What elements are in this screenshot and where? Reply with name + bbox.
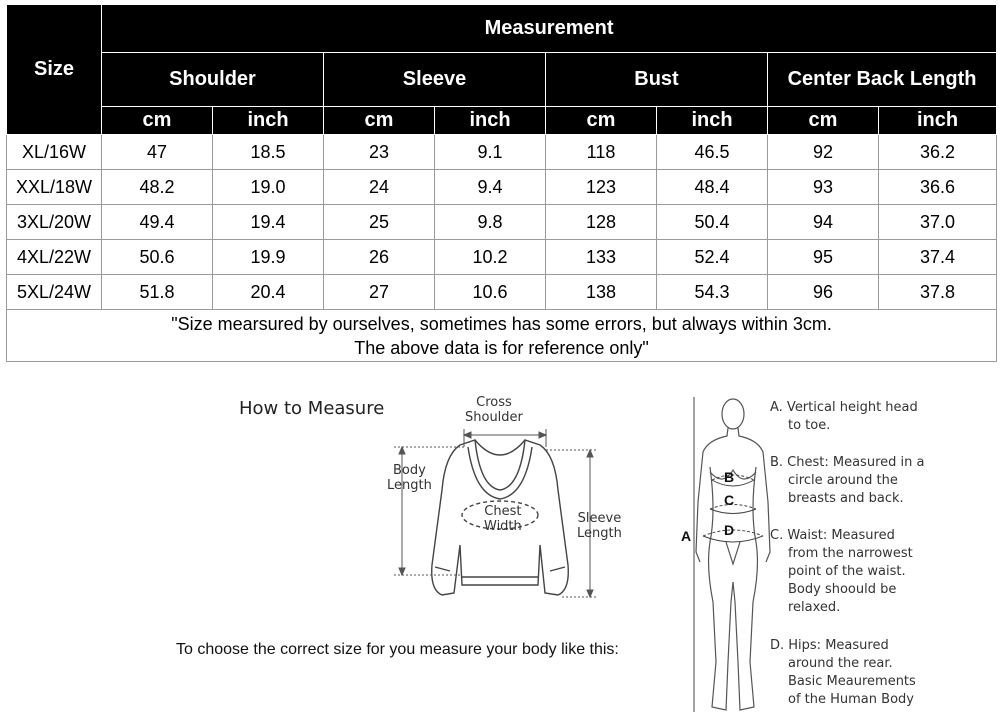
table-cell: 50.4 bbox=[657, 205, 768, 240]
center-back-length-header: Center Back Length bbox=[768, 53, 997, 107]
table-cell: 36.2 bbox=[879, 135, 997, 170]
table-cell: 51.8 bbox=[102, 275, 213, 310]
table-cell: 19.4 bbox=[213, 205, 324, 240]
table-cell: 25 bbox=[324, 205, 435, 240]
table-cell: 93 bbox=[768, 170, 879, 205]
size-cell: XL/16W bbox=[7, 135, 102, 170]
table-cell: 9.1 bbox=[435, 135, 546, 170]
letter-c: C bbox=[724, 492, 735, 508]
table-cell: 24 bbox=[324, 170, 435, 205]
legend-a: A. Vertical height head to toe. bbox=[770, 400, 918, 433]
table-cell: 133 bbox=[546, 240, 657, 275]
choose-size-instruction: To choose the correct size for you measure your body like this: bbox=[176, 641, 619, 658]
note-line-1: "Size mearsured by ourselves, sometimes has some errors, but always within 3cm. bbox=[171, 313, 832, 334]
sleeve-length-label: Sleeve Length bbox=[577, 511, 622, 541]
cross-shoulder-label: Cross Shoulder bbox=[465, 395, 523, 425]
unit-header: inch bbox=[435, 107, 546, 135]
table-row bbox=[7, 205, 997, 240]
table-cell: 48.4 bbox=[657, 170, 768, 205]
shoulder-header: Shoulder bbox=[102, 53, 324, 107]
table-cell: 94 bbox=[768, 205, 879, 240]
legend-c: C. Waist: Measured from the narrowest point of the waist. Body shoould be relaxed. bbox=[770, 528, 913, 615]
unit-header: inch bbox=[879, 107, 997, 135]
table-cell: 128 bbox=[546, 205, 657, 240]
table-cell: 48.2 bbox=[102, 170, 213, 205]
table-cell: 138 bbox=[546, 275, 657, 310]
table-row bbox=[7, 240, 997, 275]
bust-header: Bust bbox=[546, 53, 768, 107]
legend-d: D. Hips: Measured around the rear. Basic Meaurements of the Human Body bbox=[770, 638, 916, 707]
size-header: Size bbox=[7, 5, 102, 135]
size-cell: 5XL/24W bbox=[7, 275, 102, 310]
note-line-2: The above data is for reference only" bbox=[354, 337, 649, 358]
table-cell: 118 bbox=[546, 135, 657, 170]
unit-header: cm bbox=[102, 107, 213, 135]
table-cell: 49.4 bbox=[102, 205, 213, 240]
table-row bbox=[7, 135, 997, 170]
size-cell: 3XL/20W bbox=[7, 205, 102, 240]
table-cell: 36.6 bbox=[879, 170, 997, 205]
table-cell: 37.0 bbox=[879, 205, 997, 240]
table-cell: 26 bbox=[324, 240, 435, 275]
table-cell: 95 bbox=[768, 240, 879, 275]
unit-header: cm bbox=[546, 107, 657, 135]
table-cell: 52.4 bbox=[657, 240, 768, 275]
table-cell: 54.3 bbox=[657, 275, 768, 310]
table-note bbox=[7, 310, 997, 362]
table-row bbox=[7, 275, 997, 310]
chest-width-label: Chest Width bbox=[484, 504, 522, 534]
table-note-row bbox=[7, 310, 997, 362]
table-cell: 20.4 bbox=[213, 275, 324, 310]
how-to-measure-title: How to Measure bbox=[239, 398, 385, 419]
table-cell: 37.8 bbox=[879, 275, 997, 310]
table-row bbox=[7, 170, 997, 205]
table-cell: 50.6 bbox=[102, 240, 213, 275]
size-cell: 4XL/22W bbox=[7, 240, 102, 275]
letter-d: D bbox=[724, 522, 735, 538]
table-cell: 27 bbox=[324, 275, 435, 310]
garment-measure-diagram bbox=[380, 395, 620, 610]
body-length-label: Body Length bbox=[387, 463, 432, 493]
size-chart-table bbox=[6, 4, 997, 362]
table-cell: 123 bbox=[546, 170, 657, 205]
table-cell: 47 bbox=[102, 135, 213, 170]
letter-a: A bbox=[681, 528, 692, 544]
size-cell: XXL/18W bbox=[7, 170, 102, 205]
unit-header: cm bbox=[324, 107, 435, 135]
unit-header: inch bbox=[213, 107, 324, 135]
letter-b: B bbox=[724, 469, 735, 485]
table-cell: 9.8 bbox=[435, 205, 546, 240]
table-cell: 19.0 bbox=[213, 170, 324, 205]
unit-header: inch bbox=[657, 107, 768, 135]
table-cell: 92 bbox=[768, 135, 879, 170]
unit-header: cm bbox=[768, 107, 879, 135]
table-cell: 96 bbox=[768, 275, 879, 310]
table-cell: 10.2 bbox=[435, 240, 546, 275]
table-cell: 10.6 bbox=[435, 275, 546, 310]
table-cell: 18.5 bbox=[213, 135, 324, 170]
measurement-header: Measurement bbox=[102, 5, 997, 53]
table-cell: 19.9 bbox=[213, 240, 324, 275]
legend-b: B. Chest: Measured in a circle around the breasts and back. bbox=[770, 455, 925, 506]
sleeve-header: Sleeve bbox=[324, 53, 546, 107]
table-cell: 9.4 bbox=[435, 170, 546, 205]
table-cell: 37.4 bbox=[879, 240, 997, 275]
table-cell: 23 bbox=[324, 135, 435, 170]
body-figure-diagram bbox=[688, 392, 778, 722]
table-cell: 46.5 bbox=[657, 135, 768, 170]
